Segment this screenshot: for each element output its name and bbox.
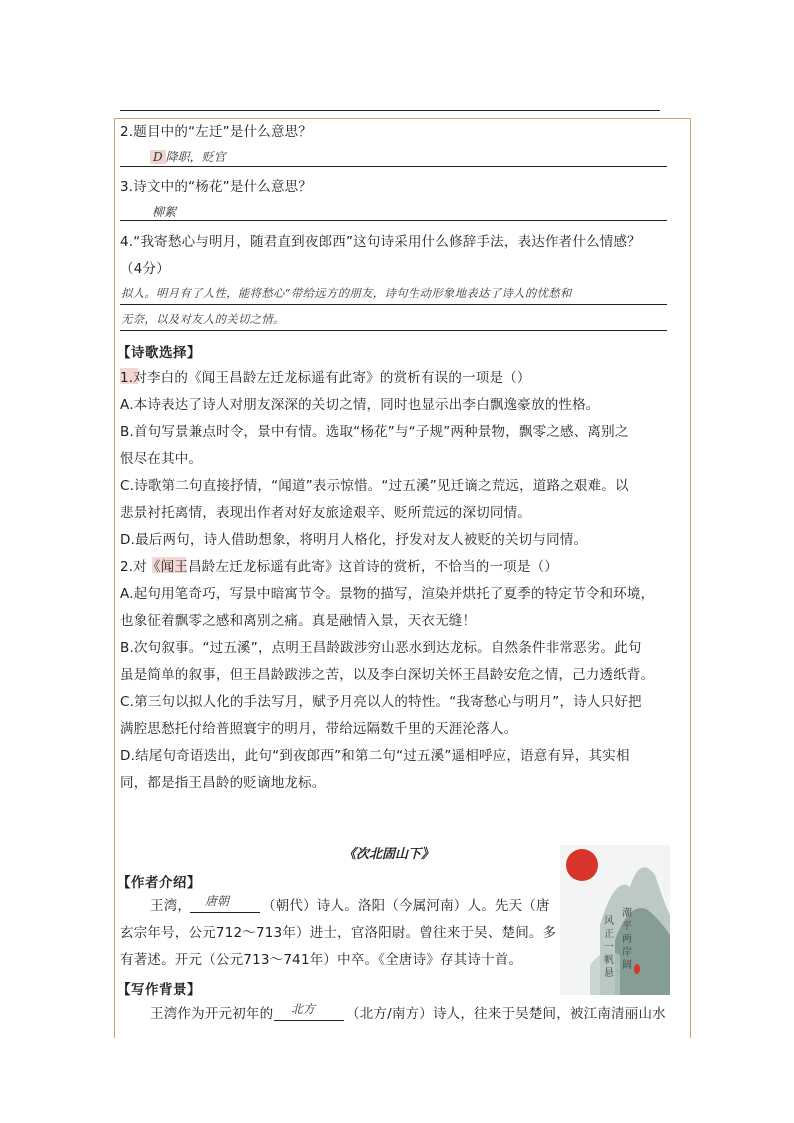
q2-answer-letter: D [150,150,166,164]
section-heading-author: 【作者介绍】 [117,875,201,891]
art-couplet-right: 潮平两岸阔 [622,908,632,971]
mc2-option-a-line2: 也象征着飘零之感和离别之痛。真是融情入景，天衣无缝！ [120,613,477,629]
mc1-option-c-line2: 悲景衬托离情，表现出作者对好友旅途艰辛、贬所荒远的深切同情。 [120,505,531,521]
landscape-illustration [560,845,670,995]
q3-question: 3.诗文中的“杨花”是什么意思？ [120,179,313,195]
landscape-painting [560,845,670,995]
mc2-option-c-line1: C.第三句以拟人化的手法写月，赋予月亮以人的特性。“我寄愁心与明月”，诗人只好把 [120,694,642,710]
q4-answer-line1: 拟人。明月有了人性，能将愁心“带给远方的朋友，诗句生动形象地表达了诗人的忧愁和 [121,287,572,300]
q2-answer [150,149,226,165]
author-blank-answer: 唐朝 [205,894,230,908]
poem-title: 《次北固山下》 [343,847,435,862]
background-blank-answer: 北方 [291,1002,316,1016]
art-couplet-left: 风正一帆悬 [604,916,614,979]
mc1-stem: 1.对李白的《闻王昌龄左迁龙标遥有此寄》的赏析有误的一项是（） [120,370,531,386]
q2-question: 2.题目中的“左迁”是什么意思？ [120,124,313,140]
author-line1-pre: 王湾， [150,898,192,914]
q2-answer-text: 降职，贬官 [165,150,226,164]
header-rule [120,110,660,111]
section-heading-background: 【写作背景】 [117,982,201,998]
answer-line [120,220,667,221]
author-line3: 有著述。开元（公元713～741年）中卒。《全唐诗》存其诗十首。 [120,952,523,968]
q4-question: 4.“我寄愁心与明月，随君直到夜郎西”这句诗采用什么修辞手法，表达作者什么情感？ [120,234,641,250]
answer-line [120,304,667,305]
mc2-option-a-line1: A.起句用笔奇巧，写景中暗寓节令。景物的描写，渲染并烘托了夏季的特定节令和环境， [120,586,655,602]
mc2-option-b-line2: 虽是简单的叙事，但王昌龄跋涉之苦，以及李白深切关怀王昌龄安危之情，己力透纸背。 [120,667,655,683]
mc2-option-b-line1: B.次句叙事。“过五溪”，点明王昌龄跋涉穷山恶水到达龙标。自然条件非常恶劣。此句 [120,640,642,656]
mc1-option-a: A.本诗表达了诗人对朋友深深的关切之情，同时也显示出李白飘逸豪放的性格。 [120,397,600,413]
background-line1-pre: 王湾作为开元初年的 [150,1006,274,1022]
mc2-stem: 2.对《闻王昌龄左迁龙标遥有此寄》这首诗的赏析，不恰当的一项是（） [120,559,558,575]
fill-blank-region [274,1020,344,1021]
q4-points: （4分） [120,261,170,277]
answer-line [120,330,667,331]
author-line1-post: （朝代）诗人。洛阳（今属河南）人。先天（唐 [262,898,550,914]
mc1-option-b-line1: B.首句写景兼点时令，景中有情。选取“杨花”与“子规”两种景物，飘零之感、离别之 [120,424,629,440]
mc2-option-d-line2: 同，都是指王昌龄的贬谪地龙标。 [120,775,326,791]
mc2-option-d-line1: D.结尾句奇语迭出，此句“到夜郎西”和第二句“过五溪”遥相呼应，语意有异，其实相 [120,748,630,764]
q4-answer-line2: 无奈，以及对友人的关切之情。 [121,313,285,326]
mc1-option-d: D.最后两句，诗人借助想象，将明月人格化，抒发对友人被贬的关切与同情。 [120,532,588,548]
sun-icon [566,849,598,881]
mc2-option-c-line2: 满腔思愁托付给普照寰宇的明月，带给远隔数千里的天涯沦落人。 [120,721,518,737]
mc1-option-b-line2: 恨尽在其中。 [120,451,203,467]
answer-line [120,166,667,167]
author-line2: 玄宗年号，公元712～713年）进士，官洛阳尉。曾往来于吴、楚间。多 [120,925,557,941]
mc1-option-c-line1: C.诗歌第二句直接抒情，“闻道”表示惊惜。“过五溪”见迁谪之荒远，道路之艰难。以 [120,478,629,494]
fill-blank-dynasty [190,912,260,913]
background-line1-post: （北方/南方）诗人，往来于吴楚间，被江南清丽山水 [346,1006,666,1022]
section-heading-poetry: 【诗歌选择】 [117,345,201,361]
q3-answer: 柳絮 [152,205,177,219]
